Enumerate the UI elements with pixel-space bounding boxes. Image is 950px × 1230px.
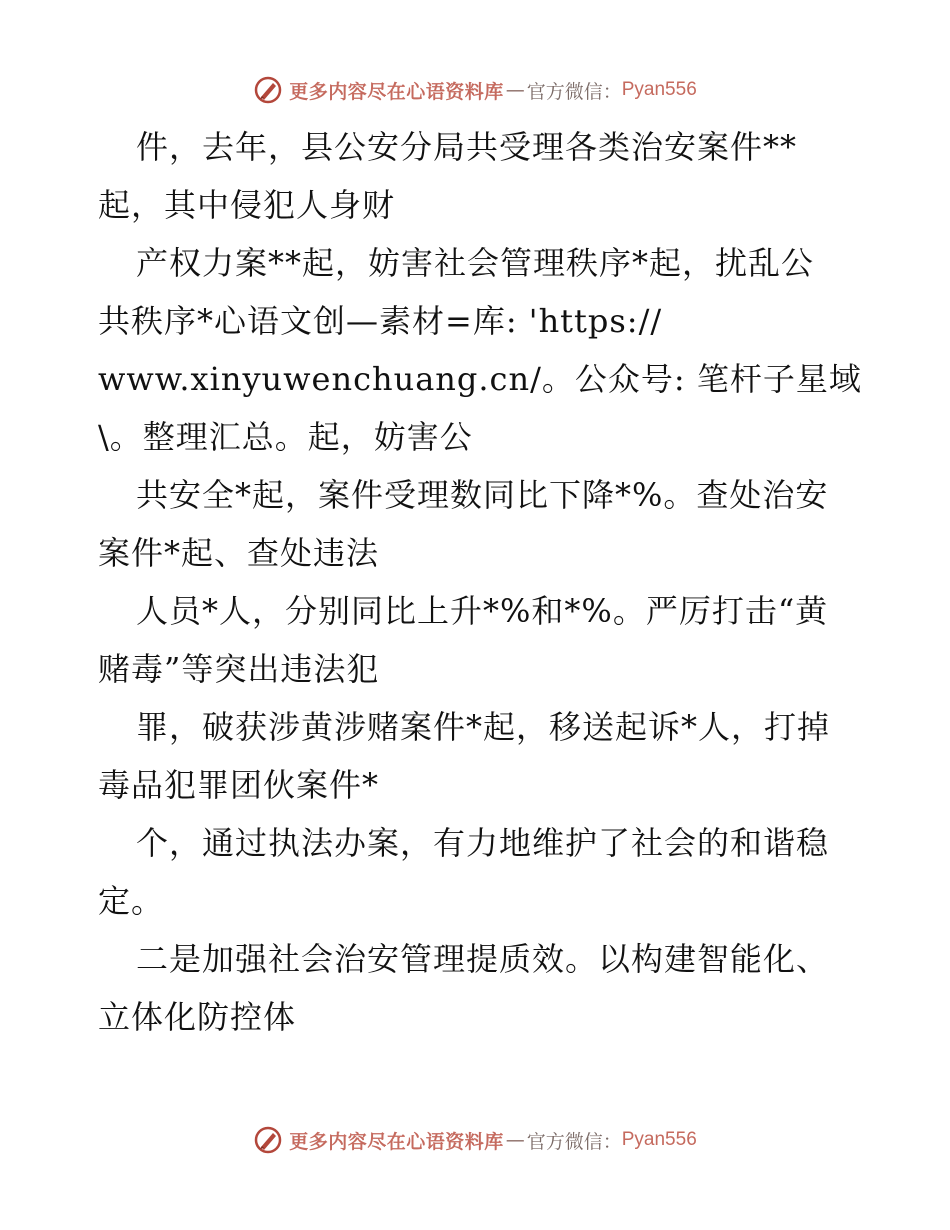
- body-line: \。整理汇总。起，妨害公: [98, 418, 473, 456]
- body-line: 罪，破获涉黄涉赌案件*起，移送起诉*人，打掉: [136, 708, 831, 746]
- body-line: 毒品犯罪团伙案件*: [98, 766, 380, 804]
- footer-watermark: [0, 1120, 950, 1160]
- pen-logo-icon: [253, 1125, 283, 1155]
- body-line: 起，其中侵犯人身财: [98, 186, 396, 224]
- header-watermark: [0, 70, 950, 110]
- footer-wechat-label: 官方微信：: [526, 1130, 622, 1153]
- body-line: 共安全*起，案件受理数同比下降*%。查处治安: [136, 476, 829, 514]
- header-wechat-id: Pyan556: [621, 79, 697, 100]
- header-wechat-label: 官方微信：: [526, 80, 622, 103]
- document-body: [98, 118, 862, 1046]
- body-line: 产权力案**起，妨害社会管理秩序*起，扰乱公: [136, 244, 815, 282]
- body-line: 定。: [98, 882, 165, 920]
- body-line: 立体化防控体: [98, 998, 297, 1036]
- header-dash: —: [505, 79, 525, 101]
- body-line: 二是加强社会治安管理提质效。以构建智能化、: [136, 940, 830, 978]
- header-title: 更多内容尽在心语资料库: [289, 80, 504, 103]
- body-line: 共秩序*心语文创—素材=库: 'https://: [98, 302, 663, 340]
- footer-title: 更多内容尽在心语资料库: [289, 1130, 504, 1153]
- footer-wechat-id: Pyan556: [621, 1129, 697, 1150]
- body-line: 件，去年，县公安分局共受理各类治安案件**: [136, 128, 798, 166]
- body-line: 赌毒”等突出违法犯: [98, 650, 380, 688]
- body-line: 案件*起、查处违法: [98, 534, 380, 572]
- body-line: www.xinyuwenchuang.cn/。公众号: 笔杆子星域: [98, 360, 862, 398]
- pen-logo-icon: [253, 75, 283, 105]
- body-line: 人员*人，分别同比上升*%和*%。严厉打击“黄: [136, 592, 829, 630]
- footer-dash: —: [505, 1129, 525, 1151]
- body-line: 个，通过执法办案，有力地维护了社会的和谐稳: [136, 824, 830, 862]
